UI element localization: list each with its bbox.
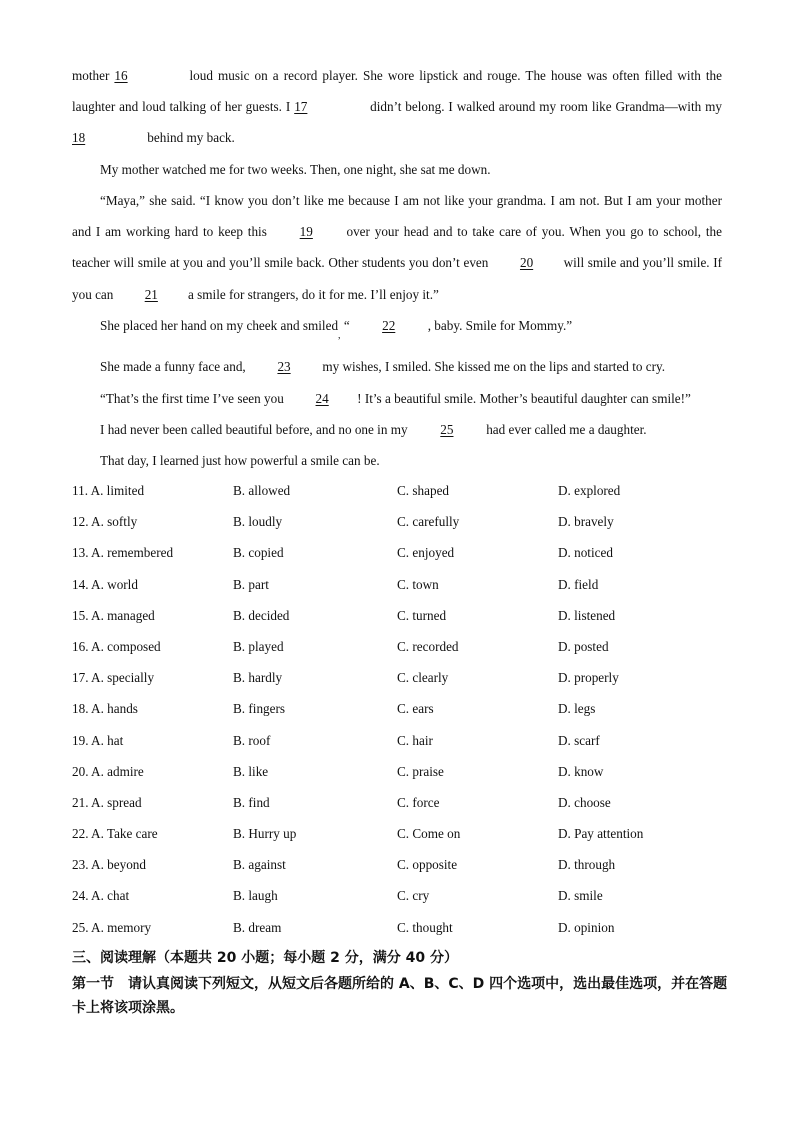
option-c: C. thought: [397, 919, 453, 935]
option-row: [72, 483, 732, 514]
option-c: C. force: [397, 794, 440, 810]
option-b: B. copied: [233, 545, 284, 561]
option-row: [72, 608, 732, 639]
passage-paragraph-7: I had never been called beautiful before, and no one in my 25 had ever called me a daughter.: [100, 422, 647, 437]
option-b: B. loudly: [233, 514, 283, 530]
option-b: B. hardly: [233, 670, 283, 686]
blank-25: 25: [440, 422, 454, 437]
option-d: D. noticed: [558, 545, 613, 561]
option-row: [72, 639, 732, 670]
blank-23: 23: [277, 359, 291, 374]
option-b: B. dream: [233, 919, 282, 935]
option-c: C. praise: [397, 763, 444, 779]
option-d: D. choose: [558, 794, 611, 810]
option-row: [72, 826, 732, 857]
option-c: C. enjoyed: [397, 545, 455, 561]
option-d: D. scarf: [558, 732, 600, 748]
passage-paragraph-6: “That’s the first time I’ve seen you 24 ! It’s a beautiful smile. Mother’s beautiful daughter can smile!”: [100, 391, 691, 406]
option-b: B. fingers: [233, 701, 286, 717]
option-d: D. smile: [558, 888, 603, 904]
passage-paragraph-3: “Maya,” she said. “I know you don’t like me because I am not like your grandma. I am not. But I am your mother and I am working hard to keep this 19 over your head and to take care of you. When you go to school, the teacher will smile at you and you’ll smile back. Other students you don’t even 20 will smile and you’ll smile. If you can 21 a smile for strangers, do it for me. I’ll enjoy it.”: [72, 185, 722, 310]
option-a: 23. A. beyond: [72, 857, 146, 873]
option-b: B. decided: [233, 607, 290, 623]
option-d: D. Pay attention: [558, 826, 644, 842]
option-a: 12. A. softly: [72, 514, 138, 530]
option-a: 24. A. chat: [72, 888, 130, 904]
option-a: 13. A. remembered: [72, 545, 174, 561]
passage-paragraph-5: She made a funny face and, 23 my wishes, I smiled. She kissed me on the lips and started to cry.: [100, 359, 666, 374]
option-c: C. shaped: [397, 483, 450, 498]
passage-paragraph-8: That day, I learned just how powerful a smile can be.: [100, 453, 380, 468]
option-c: C. ears: [397, 701, 434, 717]
passage-paragraph-1: mother 16 loud music on a record player. She wore lipstick and rouge. The house was often filled with the laughter and loud talking of her guests. I 17 didn’t belong. I walked around my room like Grandma—with my 18 behind my back.: [72, 60, 722, 154]
option-b: B. allowed: [233, 483, 291, 498]
passage-paragraph-4: She placed her hand on my cheek and smiled, “ 22 , baby. Smile for Mommy.”: [100, 318, 573, 341]
option-c: C. opposite: [397, 857, 458, 873]
option-row: [72, 701, 732, 732]
section-heading: 三、阅读理解（本题共 20 小题；每小题 2 分，满分 40 分）: [72, 950, 458, 966]
option-b: B. like: [233, 763, 269, 779]
option-a: 16. A. composed: [72, 638, 161, 654]
option-a: 25. A. memory: [72, 919, 152, 935]
option-a: 20. A. admire: [72, 763, 144, 779]
option-row: [72, 857, 732, 888]
option-c: C. Come on: [397, 826, 461, 842]
option-d: D. know: [558, 763, 604, 779]
blank-20: 20: [519, 255, 534, 271]
option-b: B. part: [233, 576, 269, 592]
option-b: B. Hurry up: [233, 826, 297, 842]
option-row: [72, 670, 732, 701]
option-c: C. town: [397, 576, 439, 592]
stray-mark: ,: [338, 330, 341, 341]
option-a: 14. A. world: [72, 576, 138, 592]
option-row: [72, 577, 732, 608]
option-row: [72, 545, 732, 576]
option-b: B. find: [233, 794, 270, 810]
option-a: 18. A. hands: [72, 701, 138, 717]
passage-paragraph-2: My mother watched me for two weeks. Then, one night, she sat me down.: [100, 162, 491, 177]
option-a: 15. A. managed: [72, 607, 155, 623]
option-d: D. explored: [558, 483, 621, 498]
answer-options: [72, 483, 732, 951]
option-c: C. cry: [397, 888, 430, 904]
option-d: D. listened: [558, 607, 616, 623]
blank-16: 16: [114, 68, 128, 83]
blank-19: 19: [299, 224, 313, 240]
option-a: 19. A. hat: [72, 732, 124, 748]
option-a: 22. A. Take care: [72, 826, 158, 842]
option-c: C. clearly: [397, 670, 449, 686]
blank-22: 22: [382, 318, 396, 333]
option-c: C. hair: [397, 732, 433, 748]
option-d: D. through: [558, 857, 616, 873]
option-row: [72, 888, 732, 919]
blank-21: 21: [144, 286, 158, 302]
option-row: [72, 733, 732, 764]
option-b: B. against: [233, 857, 286, 873]
option-d: D. posted: [558, 638, 609, 654]
option-b: B. played: [233, 638, 284, 654]
option-c: C. carefully: [397, 514, 460, 530]
option-a: 17. A. specially: [72, 670, 155, 686]
option-c: C. turned: [397, 607, 447, 623]
section-instruction: 第一节 请认真阅读下列短文，从短文后各题所给的 A、B、C、D 四个选项中，选出最佳选项，并在答题卡上将该项涂黑。: [72, 976, 728, 1016]
option-d: D. opinion: [558, 919, 615, 935]
option-a: 21. A. spread: [72, 794, 142, 810]
blank-24: 24: [315, 391, 329, 406]
option-a: 11. A. limited: [72, 483, 145, 498]
option-d: D. properly: [558, 670, 619, 686]
blank-17: 17: [294, 99, 308, 115]
option-d: D. bravely: [558, 514, 614, 530]
option-b: B. roof: [233, 732, 271, 748]
option-row: [72, 764, 732, 795]
blank-18: 18: [72, 130, 86, 146]
option-d: D. legs: [558, 701, 596, 717]
option-row: [72, 795, 732, 826]
option-c: C. recorded: [397, 638, 459, 654]
option-b: B. laugh: [233, 888, 278, 904]
option-d: D. field: [558, 576, 599, 592]
option-row: [72, 514, 732, 545]
